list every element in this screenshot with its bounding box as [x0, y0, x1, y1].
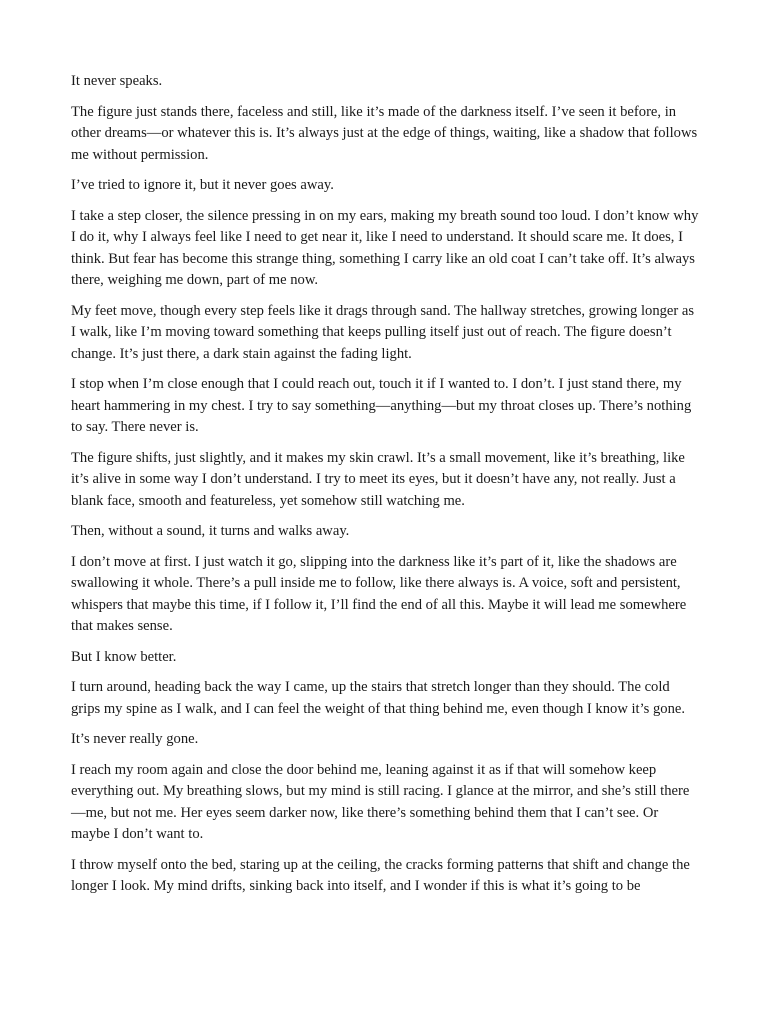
paragraph-11: I turn around, heading back the way I came, up the stairs that stretch longer than they should. The cold grips my spine as I walk, and I can feel the weight of that thing behind me, even though I know it’s gone.: [71, 679, 686, 717]
paragraph-9: I don’t move at first. I just watch it go, slipping into the darkness like it’s part of it, like the shadows are swallowing it whole. There’s a pull inside me to follow, like there always is. A voice, soft and persistent, whispers that maybe this time, if I follow it, I’ll find the end of all this. Maybe it will lead me somewhere that makes sense.: [71, 553, 687, 634]
paragraph-1: It never speaks.: [71, 73, 163, 89]
paragraph-5: My feet move, though every step feels like it drags through sand. The hallway stretches, growing longer as I walk, like I’m moving toward something that keeps pulling itself just out of reach. The figure doesn’t change. It’s just there, a dark stain against the fading light.: [71, 302, 695, 362]
document-page: [71, 71, 699, 907]
paragraph-7: The figure shifts, just slightly, and it makes my skin crawl. It’s a small movement, like it’s breathing, like it’s alive in some way I don’t understand. I try to meet its eyes, but it doesn’t have any, not really. Just a blank face, smooth and featureless, yet somehow still watching me.: [71, 449, 685, 509]
paragraph-3: I’ve tried to ignore it, but it never goes away.: [71, 177, 334, 193]
paragraph-10: But I know better.: [71, 648, 177, 665]
paragraph-8: Then, without a sound, it turns and walks away.: [71, 523, 350, 539]
paragraph-13: I reach my room again and close the door behind me, leaning against it as if that will somehow keep everything out. My breathing slows, but my mind is still racing. I glance at the mirror, and she’s still there—me, but not me. Her eyes seem darker now, like there’s something behind them that I can’t see. Or maybe I don’t want to.: [71, 761, 690, 842]
paragraph-4: I take a step closer, the silence pressing in on my ears, making my breath sound too loud. I don’t know why I do it, why I always feel like I need to get near it, like I need to understand. It should scare me. It does, I think. But fear has become this strange thing, something I carry like an old coat I can’t take off. It’s always there, weighing me down, part of me now.: [71, 207, 699, 288]
paragraph-14: I throw myself onto the bed, staring up at the ceiling, the cracks forming patterns that shift and change the longer I look. My mind drifts, sinking back into itself, and I wonder if this is what it’s going to be: [71, 856, 690, 894]
paragraph-2: The figure just stands there, faceless and still, like it’s made of the darkness itself. I’ve seen it before, in other dreams—or whatever this is. It’s always just at the edge of things, waiting, like a shadow that follows me without permission.: [71, 103, 698, 163]
paragraph-12: It’s never really gone.: [71, 731, 199, 747]
paragraph-6: I stop when I’m close enough that I could reach out, touch it if I wanted to. I don’t. I just stand there, my heart hammering in my chest. I try to say something—anything—but my throat closes up. There’s nothing to say. There never is.: [71, 376, 692, 435]
